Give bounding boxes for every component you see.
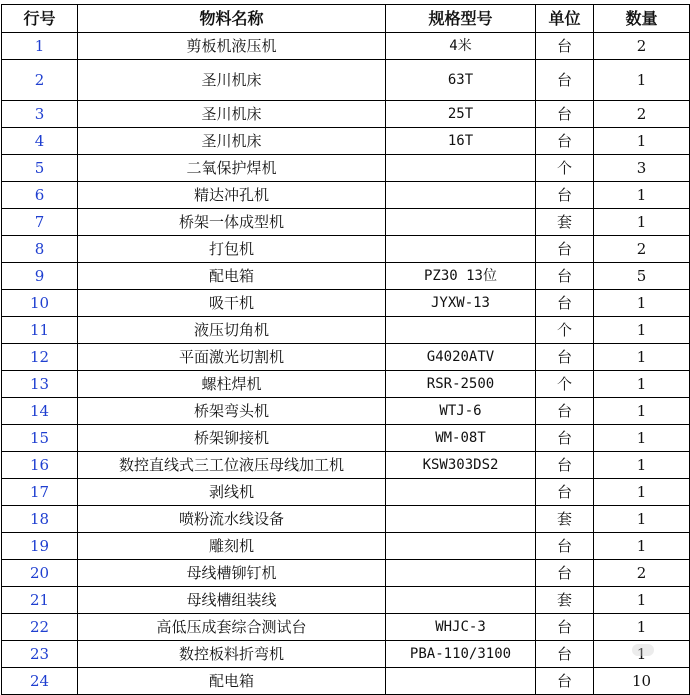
item-spec[interactable]: PBA-110/3100	[386, 641, 536, 668]
table-row	[2, 452, 690, 479]
item-name[interactable]: 精达冲孔机	[78, 182, 386, 209]
item-spec[interactable]	[386, 479, 536, 506]
item-spec[interactable]: 4米	[386, 33, 536, 60]
item-name[interactable]: 桥架弯头机	[78, 398, 386, 425]
item-qty[interactable]: 1	[594, 452, 690, 479]
item-qty[interactable]: 1	[594, 182, 690, 209]
row-number[interactable]: 4	[2, 128, 78, 155]
table-row	[2, 209, 690, 236]
table-row	[2, 236, 690, 263]
item-unit[interactable]: 台	[536, 560, 594, 587]
row-number[interactable]: 22	[2, 614, 78, 641]
table-row	[2, 33, 690, 60]
table-row	[2, 371, 690, 398]
item-unit[interactable]: 台	[536, 479, 594, 506]
item-qty[interactable]: 1	[594, 60, 690, 101]
item-qty[interactable]: 10	[594, 668, 690, 695]
item-name[interactable]: 圣川机床	[78, 60, 386, 101]
row-number[interactable]: 14	[2, 398, 78, 425]
item-qty[interactable]: 1	[594, 128, 690, 155]
table-row	[2, 425, 690, 452]
item-name[interactable]: 剪板机液压机	[78, 33, 386, 60]
item-name[interactable]: 打包机	[78, 236, 386, 263]
item-spec[interactable]	[386, 668, 536, 695]
item-qty[interactable]: 2	[594, 236, 690, 263]
item-qty[interactable]: 1	[594, 506, 690, 533]
header-name: 物料名称	[78, 5, 386, 33]
item-qty[interactable]: 5	[594, 263, 690, 290]
item-name[interactable]: 桥架一体成型机	[78, 209, 386, 236]
item-name[interactable]: 雕刻机	[78, 533, 386, 560]
row-number[interactable]: 9	[2, 263, 78, 290]
table-row	[2, 128, 690, 155]
item-unit[interactable]: 台	[536, 668, 594, 695]
row-number[interactable]: 1	[2, 33, 78, 60]
header-unit: 单位	[536, 5, 594, 33]
item-spec[interactable]	[386, 560, 536, 587]
table-row	[2, 614, 690, 641]
item-unit[interactable]: 台	[536, 398, 594, 425]
item-name[interactable]: 圣川机床	[78, 101, 386, 128]
item-name[interactable]: 母线槽铆钉机	[78, 560, 386, 587]
item-spec[interactable]: WTJ-6	[386, 398, 536, 425]
item-unit[interactable]: 台	[536, 533, 594, 560]
table-row	[2, 263, 690, 290]
item-name[interactable]: 配电箱	[78, 263, 386, 290]
header-row	[2, 5, 690, 33]
item-name[interactable]: 吸干机	[78, 290, 386, 317]
item-name[interactable]: 母线槽组装线	[78, 587, 386, 614]
row-number[interactable]: 17	[2, 479, 78, 506]
item-qty[interactable]: 1	[594, 614, 690, 641]
item-unit[interactable]: 台	[536, 290, 594, 317]
table-row	[2, 398, 690, 425]
table-row	[2, 182, 690, 209]
row-number[interactable]: 15	[2, 425, 78, 452]
item-spec[interactable]: JYXW-13	[386, 290, 536, 317]
item-qty[interactable]: 1	[594, 533, 690, 560]
item-unit[interactable]: 套	[536, 587, 594, 614]
row-number[interactable]: 13	[2, 371, 78, 398]
row-number[interactable]: 7	[2, 209, 78, 236]
row-number[interactable]: 5	[2, 155, 78, 182]
item-name[interactable]: 液压切角机	[78, 317, 386, 344]
header-qty: 数量	[594, 5, 690, 33]
row-number[interactable]: 2	[2, 60, 78, 101]
item-unit[interactable]: 台	[536, 60, 594, 101]
item-spec[interactable]	[386, 155, 536, 182]
table-row	[2, 155, 690, 182]
table-row	[2, 506, 690, 533]
table-row	[2, 560, 690, 587]
equipment-table	[1, 4, 690, 695]
item-qty[interactable]: 2	[594, 560, 690, 587]
table-row	[2, 344, 690, 371]
item-unit[interactable]: 个	[536, 371, 594, 398]
table-row	[2, 290, 690, 317]
row-number[interactable]: 10	[2, 290, 78, 317]
row-number[interactable]: 18	[2, 506, 78, 533]
row-number[interactable]: 3	[2, 101, 78, 128]
item-unit[interactable]: 套	[536, 506, 594, 533]
item-spec[interactable]: 25T	[386, 101, 536, 128]
item-unit[interactable]: 个	[536, 155, 594, 182]
item-qty[interactable]: 1	[594, 641, 690, 668]
item-name[interactable]: 剥线机	[78, 479, 386, 506]
item-name[interactable]: 桥架铆接机	[78, 425, 386, 452]
row-number[interactable]: 21	[2, 587, 78, 614]
item-qty[interactable]: 1	[594, 290, 690, 317]
item-qty[interactable]: 1	[594, 209, 690, 236]
item-qty[interactable]: 1	[594, 371, 690, 398]
item-unit[interactable]: 台	[536, 101, 594, 128]
item-spec[interactable]	[386, 209, 536, 236]
row-number[interactable]: 19	[2, 533, 78, 560]
row-number[interactable]: 23	[2, 641, 78, 668]
table-row	[2, 587, 690, 614]
item-spec[interactable]	[386, 236, 536, 263]
item-unit[interactable]: 个	[536, 317, 594, 344]
table-row	[2, 317, 690, 344]
item-name[interactable]: 配电箱	[78, 668, 386, 695]
item-name[interactable]: 二氧保护焊机	[78, 155, 386, 182]
row-number[interactable]: 20	[2, 560, 78, 587]
item-name[interactable]: 高低压成套综合测试台	[78, 614, 386, 641]
item-spec[interactable]: WHJC-3	[386, 614, 536, 641]
item-unit[interactable]: 台	[536, 344, 594, 371]
row-number[interactable]: 11	[2, 317, 78, 344]
item-unit[interactable]: 台	[536, 236, 594, 263]
row-number[interactable]: 24	[2, 668, 78, 695]
table-row	[2, 479, 690, 506]
item-name[interactable]: 数控直线式三工位液压母线加工机	[78, 452, 386, 479]
item-qty[interactable]: 1	[594, 317, 690, 344]
item-unit[interactable]: 台	[536, 641, 594, 668]
item-spec[interactable]: PZ30 13位	[386, 263, 536, 290]
item-name[interactable]: 圣川机床	[78, 128, 386, 155]
row-number[interactable]: 16	[2, 452, 78, 479]
item-unit[interactable]: 台	[536, 182, 594, 209]
item-qty[interactable]: 1	[594, 344, 690, 371]
item-qty[interactable]: 1	[594, 425, 690, 452]
item-unit[interactable]: 台	[536, 614, 594, 641]
header-no: 行号	[2, 5, 78, 33]
item-unit[interactable]: 台	[536, 33, 594, 60]
item-unit[interactable]: 台	[536, 425, 594, 452]
item-name[interactable]: 螺柱焊机	[78, 371, 386, 398]
item-spec[interactable]	[386, 587, 536, 614]
item-unit[interactable]: 套	[536, 209, 594, 236]
item-qty[interactable]: 2	[594, 33, 690, 60]
item-spec[interactable]: 63T	[386, 60, 536, 101]
item-name[interactable]: 平面激光切割机	[78, 344, 386, 371]
item-name[interactable]: 喷粉流水线设备	[78, 506, 386, 533]
item-spec[interactable]	[386, 317, 536, 344]
item-unit[interactable]: 台	[536, 452, 594, 479]
table-row	[2, 533, 690, 560]
table-row	[2, 668, 690, 695]
row-number[interactable]: 12	[2, 344, 78, 371]
row-number[interactable]: 6	[2, 182, 78, 209]
table-row	[2, 60, 690, 101]
item-unit[interactable]: 台	[536, 128, 594, 155]
item-spec[interactable]	[386, 506, 536, 533]
watermark-mark	[632, 644, 654, 656]
item-qty[interactable]: 1	[594, 398, 690, 425]
row-number[interactable]: 8	[2, 236, 78, 263]
item-spec[interactable]: G4020ATV	[386, 344, 536, 371]
item-spec[interactable]: WM-08T	[386, 425, 536, 452]
table-row	[2, 641, 690, 668]
item-unit[interactable]: 台	[536, 263, 594, 290]
item-qty[interactable]: 2	[594, 101, 690, 128]
item-spec[interactable]: KSW303DS2	[386, 452, 536, 479]
item-spec[interactable]: RSR-2500	[386, 371, 536, 398]
item-spec[interactable]	[386, 533, 536, 560]
item-qty[interactable]: 3	[594, 155, 690, 182]
item-qty[interactable]: 1	[594, 587, 690, 614]
item-spec[interactable]: 16T	[386, 128, 536, 155]
item-name[interactable]: 数控板料折弯机	[78, 641, 386, 668]
item-qty[interactable]: 1	[594, 479, 690, 506]
table-row	[2, 101, 690, 128]
item-spec[interactable]	[386, 182, 536, 209]
header-spec: 规格型号	[386, 5, 536, 33]
